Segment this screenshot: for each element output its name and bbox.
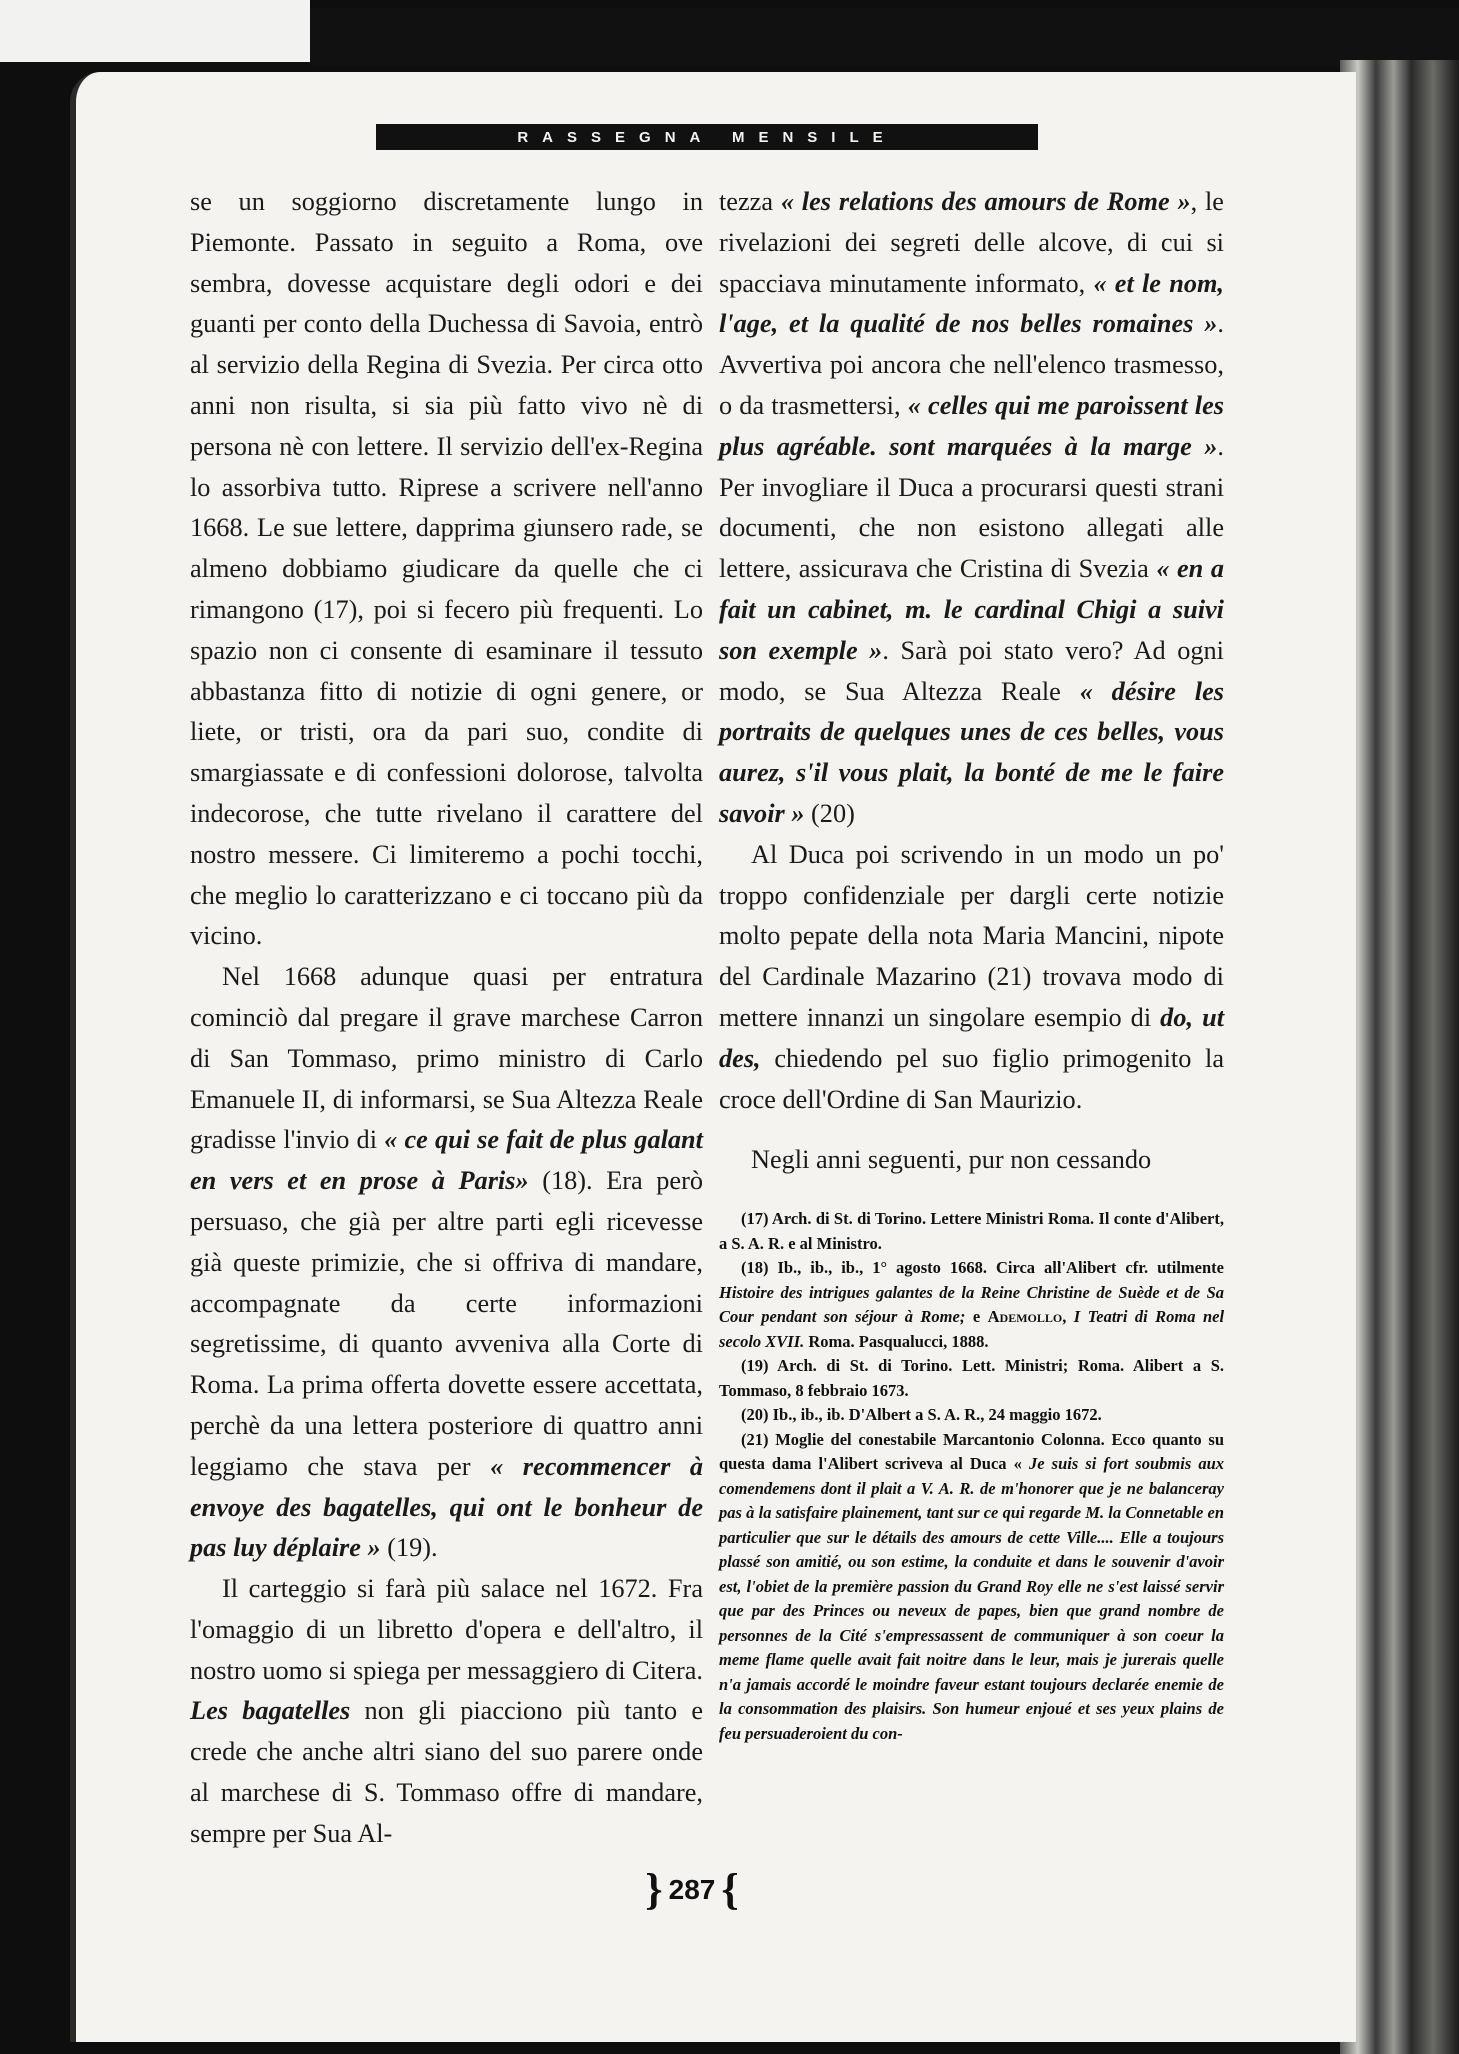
paragraph: tezza « les relations des amours de Rome », le rivelazioni dei segreti delle alcove, di cui si spacciava minutamente informato, « et le nom, l'age, et la qualité de nos belles romaines ». Avvertiva poi ancora che nell'elenco trasmesso, o da trasmettersi, « celles qui me paroissent les plus agréable. sont marquées à la marge ». Per invogliare il Duca a procurarsi questi strani documenti, che non esistono allegati alle lettere, assicurava che Cristina di Svezia « en a fait un cabinet, m. le cardinal Chigi a suivi son exemple ». Sarà poi stato vero? Ad ogni modo, se Sua Altezza Reale « désire les portraits de quelques unes de ces belles, vous aurez, s'il vous plait, la bonté de me le faire savoir » (20) — [719, 187, 1225, 828]
folio-right-brace: { — [721, 1865, 739, 1914]
book-spine-edge — [1340, 60, 1459, 2054]
scan-border-top — [310, 8, 1459, 66]
running-header-title: RASSEGNA MENSILE — [517, 128, 897, 146]
footnote: (18) Ib., ib., ib., 1° agosto 1668. Circa all'Alibert cfr. utilmente Histoire des intrigues galantes de la Reine Christine de Suède et de Sa Cour pendant son séjour à Rome; e Ademollo, I Teatri di Roma nel secolo XVII. Roma. Pasqualucci, 1888. — [719, 1258, 1225, 1351]
paragraph: se un soggiorno discretamente lungo in Piemonte. Passato in seguito a Roma, ove sembra, dovesse acquistare degli odori e dei guanti per conto della Duchessa di Savoia, entrò al servizio della Regina di Svezia. Per circa otto anni non risulta, si sia più fatto vivo nè di persona nè con lettere. Il servizio dell'ex-Regina lo assorbiva tutto. Riprese a scrivere nell'anno 1668. Le sue lettere, dapprima giunsero rade, se almeno dobbiamo giudicare da quelle che ci rimangono (17), poi si fecero più frequenti. Lo spazio non ci consente di esaminare il tessuto abbastanza fitto di notizie di ogni genere, or liete, or tristi, ora da pari suo, condite di smargiassate e di confessioni dolorose, talvolta indecorose, che tutte rivelano il carattere del nostro messere. Ci limiteremo a pochi tocchi, che meglio lo caratterizzano e ci toccano più da vicino. — [190, 187, 703, 951]
running-header — [376, 124, 1038, 150]
page-number-value: 287 — [668, 1874, 716, 1905]
paragraph: Nel 1668 adunque quasi per entratura cominciò dal pregare il grave marchese Carron di San Tommaso, primo ministro di Carlo Emanuele II, di informarsi, se Sua Altezza Reale gradisse l'invio di « ce qui se fait de plus galant en vers et en prose à Paris» (18). Era però persuaso, che già per altre parti egli ricevesse già queste primizie, che si offriva di mandare, accompagnate da certe informazioni segretissime, di quanto avveniva alla Corte di Roma. La prima offerta dovette essere accettata, perchè da una lettera posteriore di quattro anni leggiamo che stava per « recommencer à envoye des bagatelles, qui ont le bonheur de pas luy déplaire » (19). — [190, 962, 703, 1563]
paragraph: Al Duca poi scrivendo in un modo un po' troppo confidenziale per dargli certe notizie molto pepate della nota Maria Mancini, nipote del Cardinale Mazarino (21) trovava modo di mettere innanzi un singolare esempio di do, ut des, chiedendo pel suo figlio primogenito la croce dell'Ordine di San Maurizio. — [719, 839, 1225, 1114]
footnote: (17) Arch. di St. di Torino. Lettere Ministri Roma. Il conte d'Alibert, a S. A. R. e al Ministro. — [719, 1209, 1224, 1253]
scan-margin — [0, 0, 310, 62]
footnote: (19) Arch. di St. di Torino. Lett. Ministri; Roma. Alibert a S. Tommaso, 8 febbraio 1673. — [719, 1356, 1224, 1400]
folio-left-brace: } — [645, 1865, 663, 1914]
page-number — [622, 1866, 762, 1914]
text-column-left — [190, 182, 703, 1855]
footnotes — [719, 1207, 1224, 1746]
paragraph: Negli anni seguenti, pur non cessando — [751, 1145, 1152, 1175]
footnote: (21) Moglie del conestabile Marcantonio Colonna. Ecco quanto su questa dama l'Alibert scriveva al Duca « Je suis si fort soubmis aux comendemens dont il plait a V. A. R. de m'honorer que je ne balanceray pas à la satisfaire plainement, tant sur ce qui regarde M. la Connetable en particulier que sur le détails des amours de cette Ville.... Elle a toujours plassé son amitié, ou son estime, la conduite et dans le souvenir d'avoir est, l'obiet de la première passion du Grand Roy elle ne s'est laissé servir que par des Princes ou neveux de papes, bien que grand nombre de personnes de la Cité s'empressassent de communiquer à son coeur la meme flame quelle avait fait noitre dans le leur, mais je jurerais quelle n'a jamais accordé le moindre faveur estant toujours declarée enemie de la consommation des plaisirs. Son humeur enjoué et ses yeux plains de feu persuaderoient du con- — [719, 1429, 1225, 1743]
paragraph: Il carteggio si farà più salace nel 1672. Fra l'omaggio di un libretto d'opera e dell'altro, il nostro uomo si spiega per messaggiero di Citera. Les bagatelles non gli piacciono più tanto e crede che anche altri siano del suo parere onde al marchese di S. Tommaso offre di mandare, sempre per Sua Al- — [190, 1574, 704, 1848]
text-column-right — [719, 182, 1224, 1181]
footnote: (20) Ib., ib., ib. D'Albert a S. A. R., 24 maggio 1672. — [741, 1405, 1102, 1424]
